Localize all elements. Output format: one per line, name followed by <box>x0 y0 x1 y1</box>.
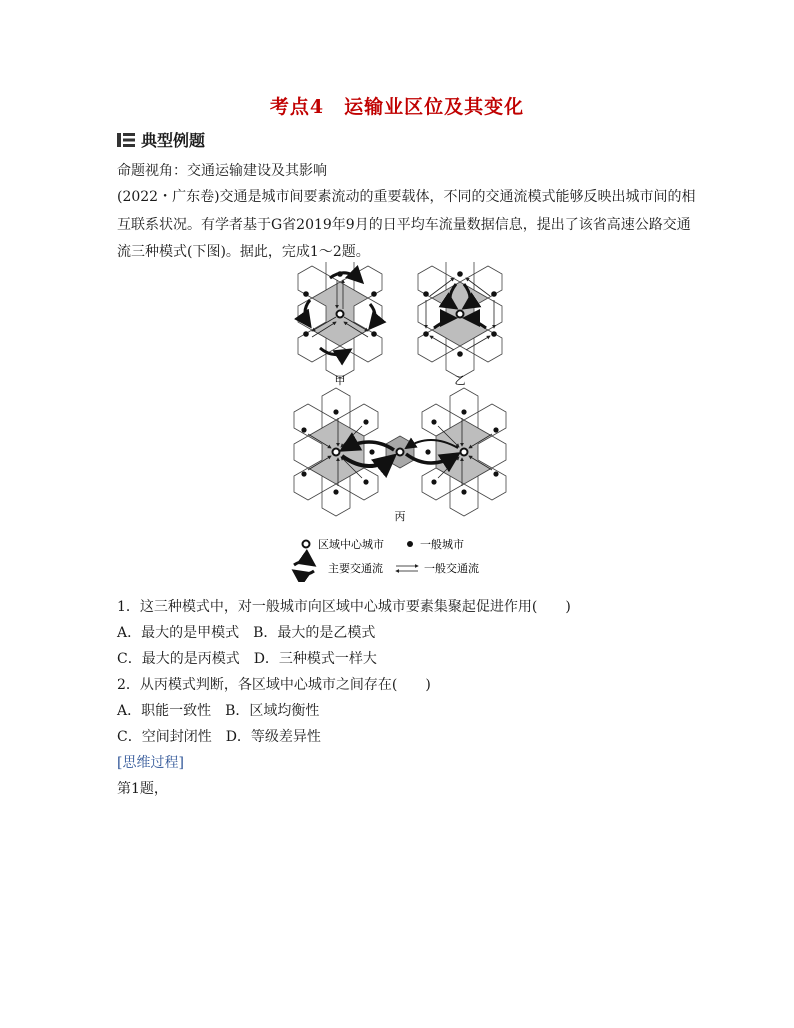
legend-main-flow: 主要交通流 <box>328 562 383 575</box>
figure-legend <box>294 537 479 575</box>
section-heading-text: 典型例题 <box>141 131 206 150</box>
traffic-flow-diagram <box>280 262 520 582</box>
thinking-first-item: 第1题， <box>117 781 168 797</box>
question-1-options-ab: A．最大的是甲模式 B．最大的是乙模式 <box>117 625 376 641</box>
question-2-options-cd: C．空间封闭性 D．等级差异性 <box>117 729 321 745</box>
legend-regional-center: 区域中心城市 <box>318 538 384 551</box>
question-perspective: 命题视角：交通运输建设及其影响 <box>117 163 327 179</box>
question-2-options-ab: A．职能一致性 B．区域均衡性 <box>117 703 320 719</box>
intro-line-3: 流三种模式(下图)。据此，完成1～2题。 <box>117 244 370 260</box>
pattern-jia-cluster <box>298 262 382 378</box>
label-bing: 丙 <box>394 510 406 523</box>
label-jia: 甲 <box>334 374 346 387</box>
pattern-yi-cluster <box>418 262 502 378</box>
general-city-symbol <box>407 541 413 547</box>
main-flow-symbol <box>294 562 314 575</box>
intro-line-2: 互联系状况。有学者基于G省2019年9月的日平均车流量数据信息，提出了该省高速公路交通 <box>117 217 691 233</box>
thinking-process-label: [思维过程] <box>117 755 184 771</box>
general-flow-symbol <box>396 566 418 571</box>
legend-general-flow: 一般交通流 <box>424 562 479 575</box>
intro-line-1: (2022・广东卷)交通是城市间要素流动的重要载体，不同的交通流模式能够反映出城市间的相 <box>117 189 696 205</box>
list-icon <box>117 132 135 148</box>
pattern-bing-cluster <box>294 388 506 516</box>
legend-general-city: 一般城市 <box>420 538 464 551</box>
regional-center-symbol <box>303 541 310 548</box>
question-1-stem: 1．这三种模式中，对一般城市向区域中心城市要素集聚起促进作用( ) <box>117 599 571 615</box>
question-2-stem: 2．从丙模式判断，各区域中心城市之间存在( ) <box>117 677 431 693</box>
page-title: 考点4 运输业区位及其变化 <box>269 96 525 118</box>
question-1-options-cd: C．最大的是丙模式 D．三种模式一样大 <box>117 651 377 667</box>
section-heading <box>117 128 205 151</box>
label-yi: 乙 <box>454 374 466 387</box>
